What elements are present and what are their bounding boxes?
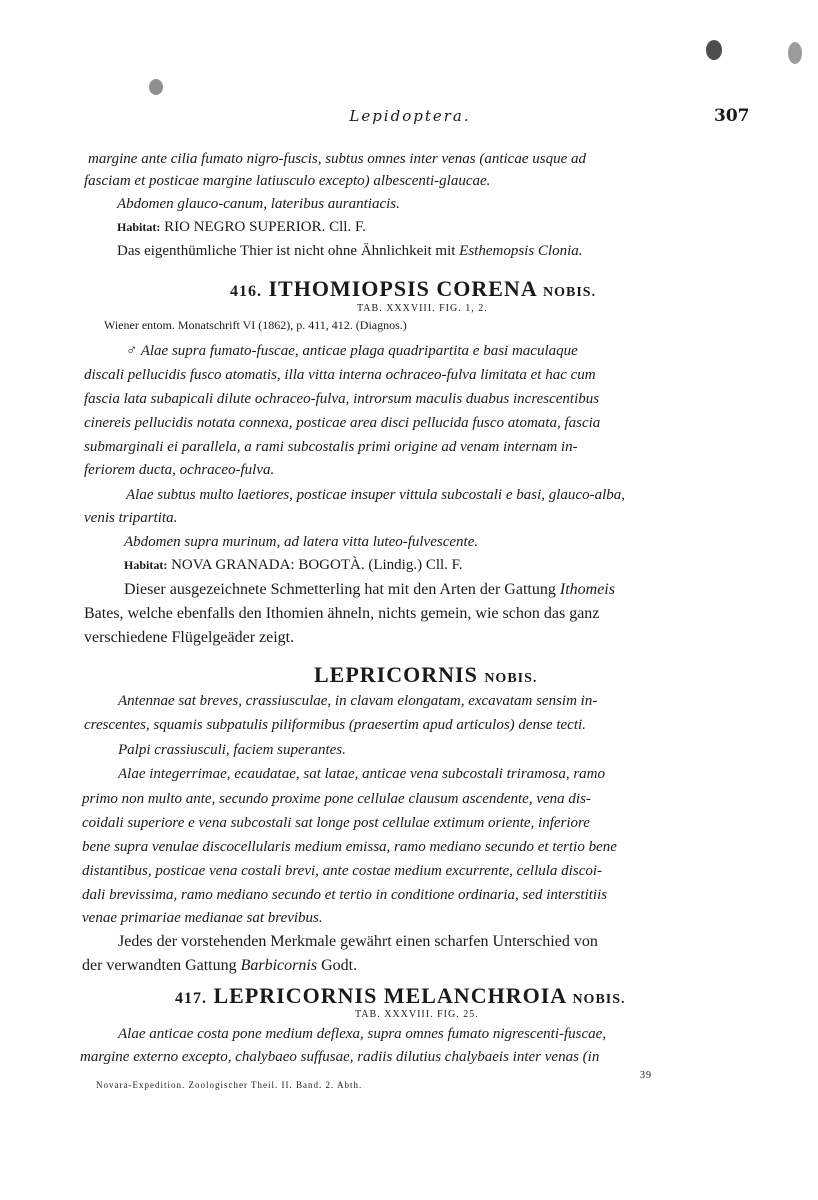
- text-line: submarginali ei parallela, a rami subcostalis primi origine ad venam internam in-: [84, 439, 578, 455]
- genus-name: LEPRICORNIS: [314, 662, 478, 687]
- species-heading: [175, 985, 626, 1007]
- note-species: Esthemopsis Clonia.: [459, 243, 583, 259]
- nobis-label: NOBIS.: [543, 285, 597, 300]
- text-line: crescentes, squamis subpatulis piliformibus (praesertim apud articulos) dense tecti.: [84, 717, 586, 733]
- plate-reference: TAB. XXXVIII. FIG. 25.: [355, 1009, 479, 1020]
- text-line: feriorem ducta, ochraceo-fulva.: [84, 462, 275, 478]
- text-line: venae primariae medianae sat brevibus.: [82, 910, 323, 926]
- text-line: verschiedene Flügelgeäder zeigt.: [84, 629, 295, 646]
- text-line: ♂ Alae supra fumato-fuscae, anticae plaga quadripartita e basi maculaque: [126, 343, 578, 359]
- text-line: cinereis pellucidis notata connexa, posticae area disci pellucida fusco atomata, fascia: [84, 415, 601, 431]
- remark-text: der verwandten Gattung: [82, 957, 237, 974]
- species-name: LEPRICORNIS MELANCHROIA: [213, 983, 566, 1008]
- text-line: coidali superiore e vena subcostali sat longe post cellulae extimum oriente, inferiore: [82, 815, 590, 831]
- plate-reference: TAB. XXXVIII. FIG. 1, 2.: [357, 303, 488, 314]
- text-line: primo non multo ante, secundo proxime pone cellulae clausum ascendente, vena dis-: [82, 791, 591, 807]
- author-name: Godt.: [321, 957, 358, 974]
- habitat-text: NOVA GRANADA: BOGOTÀ. (Lindig.) Cll. F.: [171, 557, 463, 573]
- ink-spot: [788, 42, 802, 64]
- text-line: Abdomen glauco-canum, lateribus aurantiacis.: [117, 196, 400, 212]
- text-line: [124, 582, 615, 598]
- habitat-line: [117, 220, 366, 235]
- text-line: Palpi crassiusculi, faciem superantes.: [118, 742, 346, 758]
- text-line: Alae subtus multo laetiores, posticae insuper vittula subcostali e basi, glauco-alba,: [126, 487, 625, 503]
- text-line: margine externo excepto, chalybaeo suffusae, radiis dilutius chalybaeis inter venas (in: [80, 1049, 600, 1065]
- nobis-label: NOBIS.: [572, 992, 626, 1007]
- text-line: [117, 244, 583, 259]
- species-number: 416.: [230, 283, 262, 300]
- note-text: Das eigenthümliche Thier ist nicht ohne Ähnlichkeit mit: [117, 243, 456, 259]
- text-line: Abdomen supra murinum, ad latera vitta luteo-fulvescente.: [124, 534, 479, 550]
- ink-spot: [706, 40, 722, 60]
- text-line: [82, 958, 357, 974]
- text-line: discali pellucidis fusco atomatis, illa vitta interna ochraceo-fulva limitata et hac cum: [84, 367, 596, 383]
- nobis-label: NOBIS.: [484, 671, 538, 686]
- text-line: bene supra venulae discocellularis medium emissa, ramo mediano secundo et tertio bene: [82, 839, 617, 855]
- text-line: Bates, welche ebenfalls den Ithomien ähneln, nichts gemein, wie schon das ganz: [84, 605, 600, 622]
- text-line: margine ante cilia fumato nigro-fuscis, subtus omnes inter venas (anticae usque ad: [88, 151, 586, 167]
- text-line: dali brevissima, ramo mediano secundo et tertio in conditione ordinaria, sed interstitiis: [82, 887, 608, 903]
- text-line: fascia lata subapicali dilute ochraceo-fulva, introrsum maculis duabus increscentibus: [84, 391, 600, 407]
- literature-reference: Wiener entom. Monatschrift VI (1862), p. 411, 412. (Diagnos.): [104, 318, 407, 332]
- genus-heading: [314, 664, 537, 686]
- page-number: 307: [714, 106, 750, 126]
- ink-spot: [149, 79, 163, 95]
- text-line: Antennae sat breves, crassiusculae, in clavam elongatam, excavatam sensim in-: [118, 693, 598, 709]
- text-line: Alae anticae costa pone medium deflexa, supra omnes fumato nigrescenti-fuscae,: [118, 1026, 607, 1042]
- species-number: 417.: [175, 990, 207, 1007]
- text-line: Alae integerrimae, ecaudatae, sat latae, anticae vena subcostali triramosa, ramo: [118, 766, 606, 782]
- text-line: Jedes der vorstehenden Merkmale gewährt einen scharfen Unterschied von: [118, 933, 598, 950]
- genus-reference: Ithomeis: [559, 581, 615, 598]
- habitat-line: [124, 558, 463, 573]
- footer-signature: Novara-Expedition. Zoologischer Theil. II. Band. 2. Abth.: [96, 1080, 363, 1090]
- habitat-label: Habitat:: [117, 220, 161, 234]
- running-header-title: Lepidoptera.: [349, 107, 471, 125]
- species-heading: [230, 278, 596, 300]
- text-line: venis tripartita.: [84, 510, 178, 526]
- text-line: distantibus, posticae vena costali brevi, ante costae medium excurrente, cellula discoi-: [82, 863, 603, 879]
- sheet-number: 39: [640, 1070, 652, 1081]
- text-line: fasciam et posticae margine latiusculo excepto) albescenti-glaucae.: [84, 173, 491, 189]
- remark-text: Dieser ausgezeichnete Schmetterling hat mit den Arten der Gattung: [124, 581, 556, 598]
- species-name: ITHOMIOPSIS CORENA: [268, 276, 537, 301]
- habitat-label: Habitat:: [124, 558, 168, 572]
- habitat-text: RIO NEGRO SUPERIOR. Cll. F.: [164, 219, 366, 235]
- genus-reference: Barbicornis: [240, 957, 318, 974]
